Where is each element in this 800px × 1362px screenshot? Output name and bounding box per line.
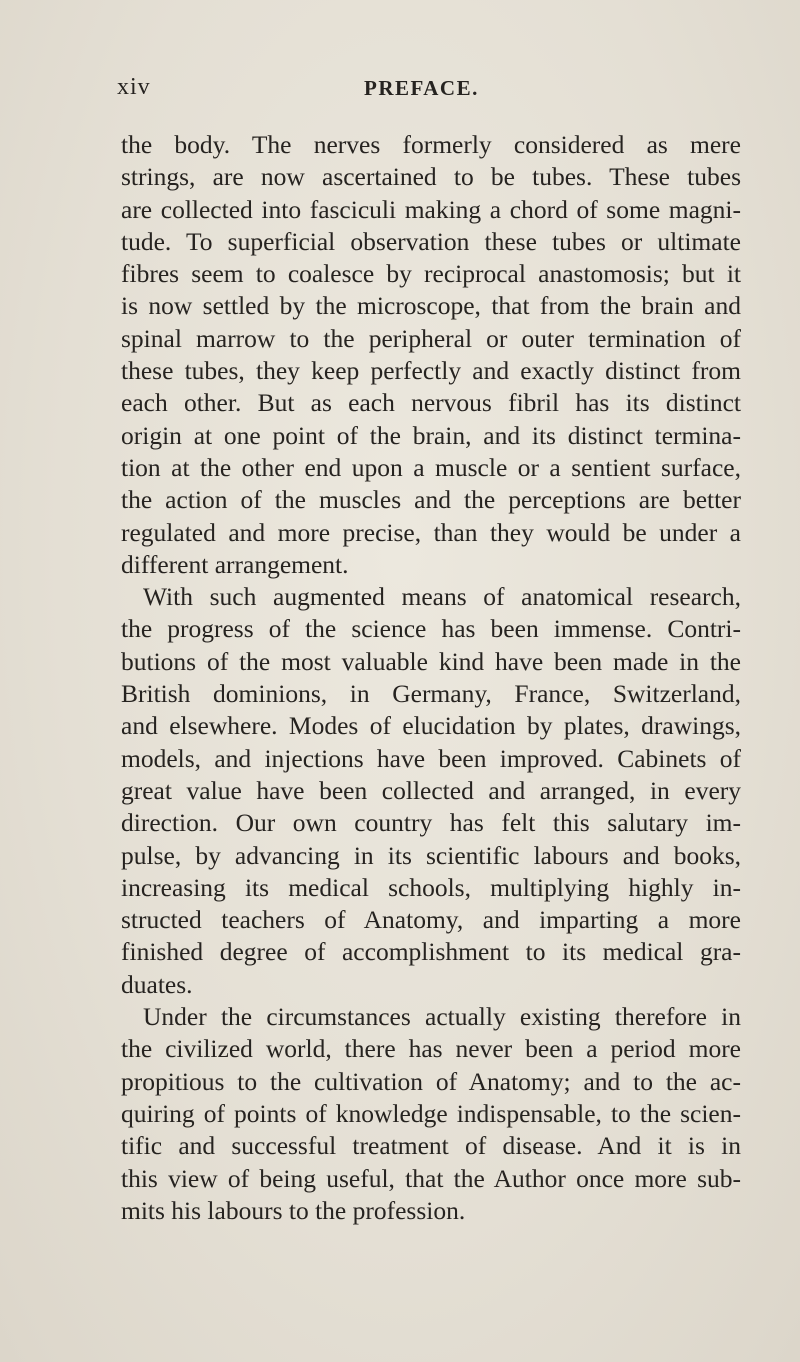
text-line: pulse, by advancing in its scientific labours and books, [121, 840, 741, 870]
text-line: strings, are now ascertained to be tubes. These tubes [121, 162, 741, 192]
text-line: models, and injections have been improved. Cabinets of [121, 743, 741, 773]
running-head [0, 74, 800, 104]
text-line: this view of being useful, that the Author once more sub- [121, 1163, 741, 1193]
paragraph-start-line: Under the circumstances actually existing therefore in [143, 1002, 741, 1032]
paragraph-end-line: different arrangement. [121, 549, 349, 579]
text-line: the civilized world, there has never been a period more [121, 1034, 741, 1064]
text-line: each other. But as each nervous fibril has its distinct [121, 388, 741, 418]
text-line: the body. The nerves formerly considered as mere [121, 130, 741, 159]
text-line: structed teachers of Anatomy, and imparting a more [121, 905, 741, 935]
text-line: the progress of the science has been immense. Contri- [121, 614, 741, 644]
text-line: the action of the muscles and the perceptions are better [121, 485, 741, 515]
text-line: these tubes, they keep perfectly and exactly distinct from [121, 356, 741, 386]
text-line: and elsewhere. Modes of elucidation by plates, drawings, [121, 711, 741, 741]
section-title: PREFACE. [364, 76, 479, 100]
text-line: quiring of points of knowledge indispensable, to the scien- [121, 1098, 741, 1128]
paragraph-end-line: mits his labours to the profession. [121, 1195, 466, 1225]
text-line: are collected into fasciculi making a chord of some magni- [121, 194, 741, 224]
text-line: tion at the other end upon a muscle or a sentient surface, [121, 452, 741, 482]
text-line: spinal marrow to the peripheral or outer termination of [121, 323, 741, 353]
text-line: direction. Our own country has felt this salutary im- [121, 808, 741, 838]
text-line: fibres seem to coalesce by reciprocal anastomosis; but it [121, 259, 741, 289]
text-line: regulated and more precise, than they would be under a [121, 517, 741, 547]
preface-body [121, 129, 741, 1227]
text-line: propitious to the cultivation of Anatomy; and to the ac- [121, 1066, 741, 1096]
text-line: increasing its medical schools, multiplying highly in- [121, 872, 741, 902]
text-line: butions of the most valuable kind have been made in the [121, 646, 741, 676]
text-line: British dominions, in Germany, France, Switzerland, [121, 679, 741, 709]
page-number: xiv [117, 74, 151, 100]
paragraph-end-line: duates. [121, 969, 193, 999]
text-line: finished degree of accomplishment to its medical gra- [121, 937, 741, 967]
text-line: great value have been collected and arranged, in every [121, 775, 741, 805]
paragraph-start-line: With such augmented means of anatomical research, [143, 582, 741, 612]
text-line: tude. To superficial observation these tubes or ultimate [121, 226, 741, 256]
text-line: is now settled by the microscope, that from the brain and [121, 291, 741, 321]
text-line: tific and successful treatment of disease. And it is in [121, 1131, 741, 1161]
text-line: origin at one point of the brain, and its distinct termina- [121, 420, 741, 450]
